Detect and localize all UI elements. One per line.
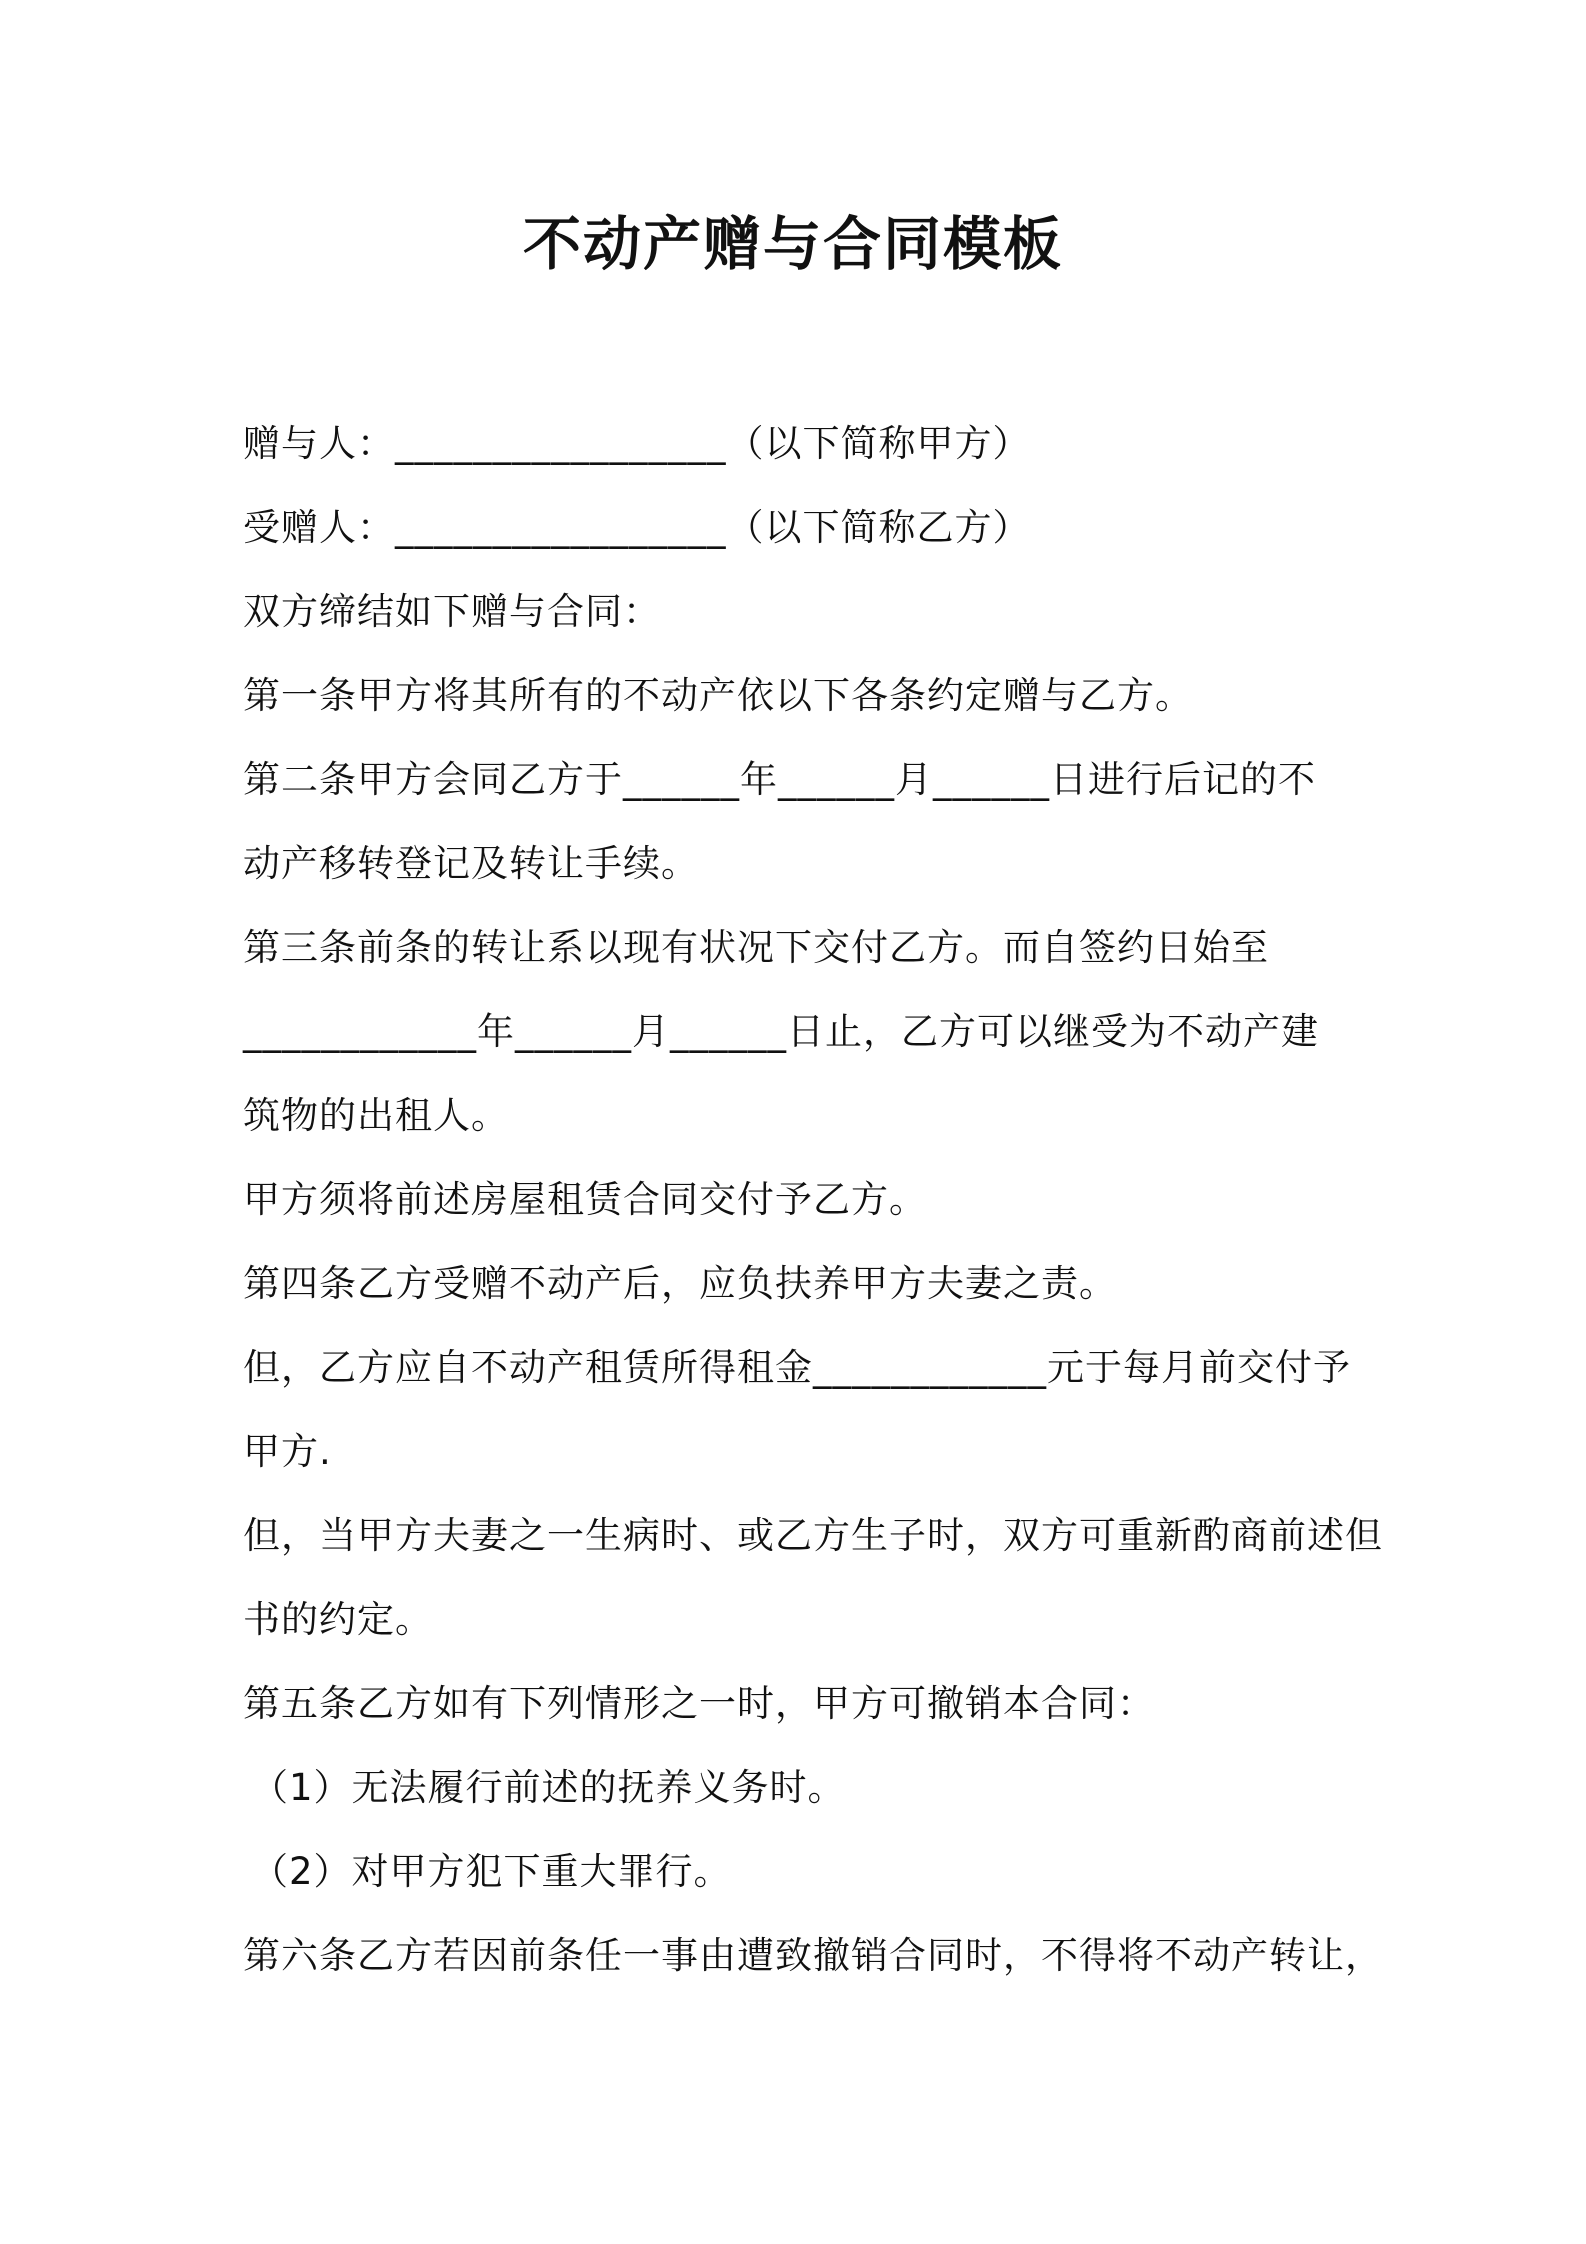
article-5-item-2: （2）对甲方犯下重大罪行。 <box>251 1850 732 1893</box>
contract-intro-line: 双方缔结如下赠与合同： <box>243 590 661 633</box>
article-3-line-2: ____________年______月______日止，乙方可以继受为不动产建 <box>243 1010 1319 1053</box>
document-body <box>243 402 1383 1998</box>
article-4-line-1: 第四条乙方受赠不动产后，应负扶养甲方夫妻之责。 <box>243 1262 1117 1305</box>
article-3-line-3: 筑物的出租人。 <box>243 1094 509 1137</box>
article-2-line-1: 第二条甲方会同乙方于______年______月______日进行后记的不 <box>243 758 1316 801</box>
donor-line: 赠与人：_________________（以下简称甲方） <box>243 422 1031 465</box>
article-4-line-4: 但，当甲方夫妻之一生病时、或乙方生子时，双方可重新酌商前述但 <box>243 1514 1383 1557</box>
article-4-line-2: 但，乙方应自不动产租赁所得租金____________元于每月前交付予 <box>243 1346 1351 1389</box>
article-5-item-1: （1）无法履行前述的抚养义务时。 <box>251 1766 846 1809</box>
lease-contract-line: 甲方须将前述房屋租赁合同交付予乙方。 <box>243 1178 927 1221</box>
article-6-line: 第六条乙方若因前条任一事由遭致撤销合同时，不得将不动产转让， <box>243 1934 1383 1977</box>
article-3-line-1: 第三条前条的转让系以现有状况下交付乙方。而自签约日始至 <box>243 926 1269 969</box>
article-5-line: 第五条乙方如有下列情形之一时，甲方可撤销本合同： <box>243 1682 1155 1725</box>
document-title: 不动产赠与合同模板 <box>522 210 1063 278</box>
article-4-line-5: 书的约定。 <box>243 1598 433 1641</box>
article-1-line: 第一条甲方将其所有的不动产依以下各条约定赠与乙方。 <box>243 674 1193 717</box>
donee-line: 受赠人：_________________（以下简称乙方） <box>243 506 1031 549</box>
article-2-line-2: 动产移转登记及转让手续。 <box>243 842 699 885</box>
article-4-line-3: 甲方. <box>243 1430 332 1473</box>
